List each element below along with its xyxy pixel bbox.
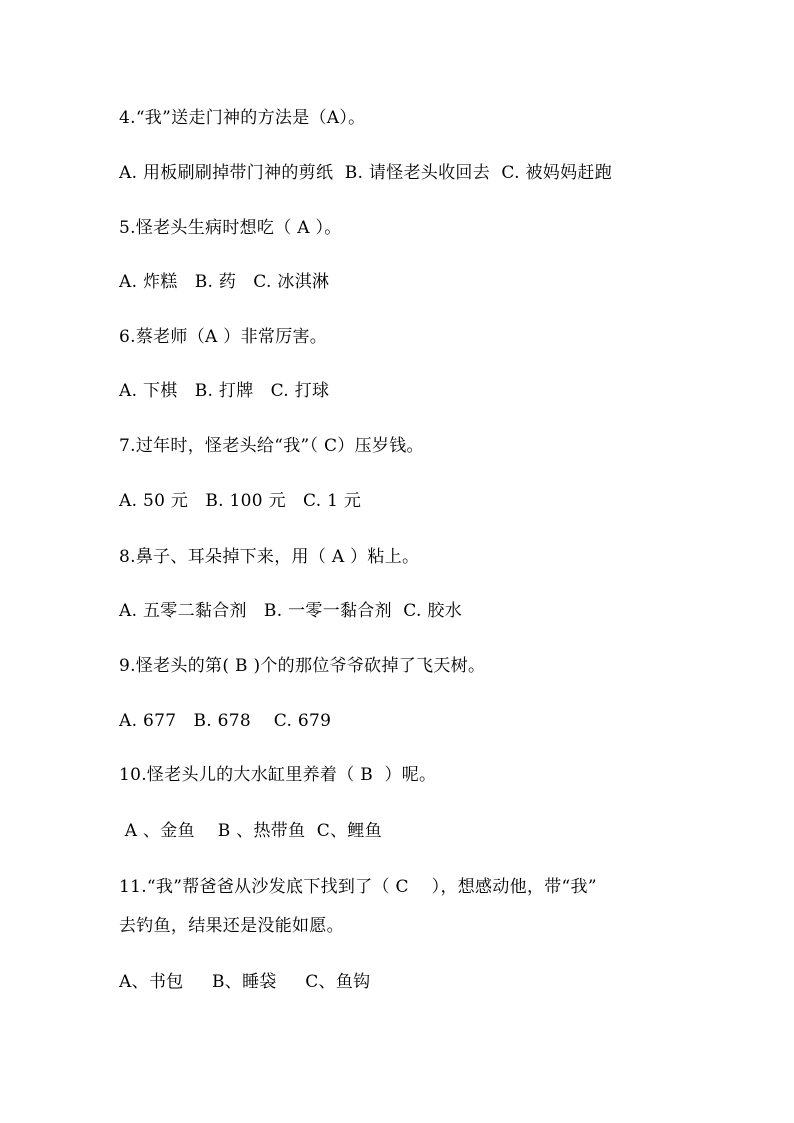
question-8: 8.鼻子、耳朵掉下来，用（ A ）粘上。	[119, 547, 420, 567]
question-4: 4.“我”送走门神的方法是（A）。	[119, 108, 366, 128]
options-5: A. 炸糕 B. 药 C. 冰淇淋	[119, 272, 330, 292]
question-7: 7.过年时，怪老头给“我”（ C）压岁钱。	[119, 436, 424, 456]
options-9: A. 677 B. 678 C. 679	[119, 711, 332, 731]
options-11: A、书包 B、睡袋 C、鱼钩	[119, 972, 371, 992]
options-7: A. 50 元 B. 100 元 C. 1 元	[119, 491, 362, 511]
question-5: 5.怪老头生病时想吃（ A ）。	[119, 218, 342, 238]
question-9: 9.怪老头的第( B )个的那位爷爷砍掉了飞天树。	[119, 656, 486, 676]
question-10: 10.怪老头儿的大水缸里养着（ B ）呢。	[119, 765, 437, 785]
question-11-continued: 去钓鱼，结果还是没能如愿。	[119, 916, 344, 936]
options-4: A. 用板刷刷掉带门神的剪纸 B. 请怪老头收回去 C. 被妈妈赶跑	[119, 163, 613, 183]
question-6: 6.蔡老师（A ）非常厉害。	[119, 327, 328, 347]
question-11: 11.“我”帮爸爸从沙发底下找到了（ C ），想感动他，带“我”	[119, 877, 597, 897]
options-6: A. 下棋 B. 打牌 C. 打球	[119, 381, 330, 401]
options-8: A. 五零二黏合剂 B. 一零一黏合剂 C. 胶水	[119, 601, 463, 621]
options-10: A 、金鱼 B 、热带鱼 C、鲤鱼	[119, 821, 383, 841]
